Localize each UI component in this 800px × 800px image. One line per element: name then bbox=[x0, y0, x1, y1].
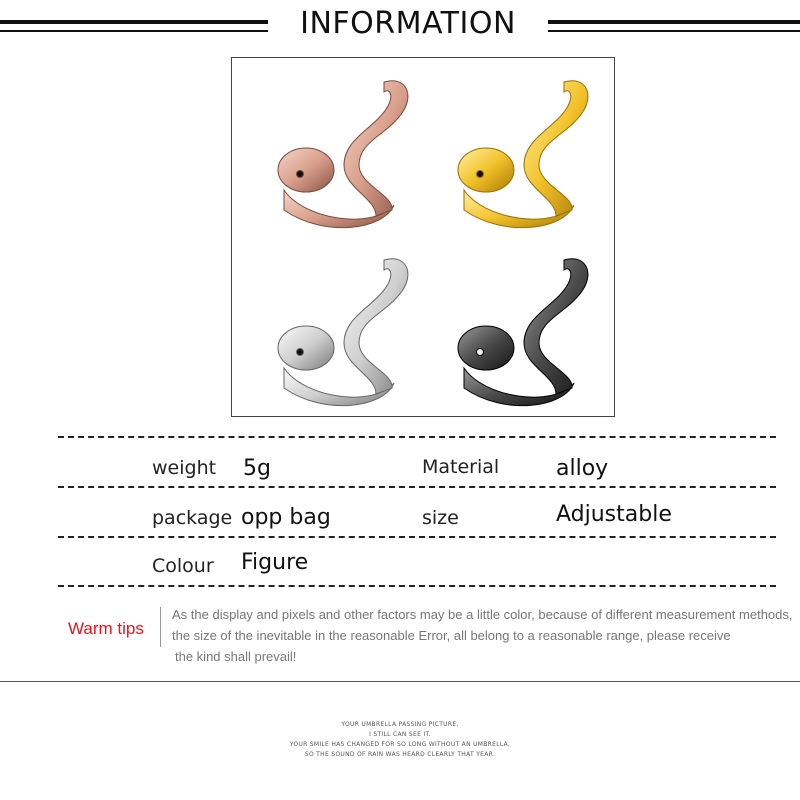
colour-label: Colour bbox=[152, 555, 214, 577]
warm-tips-line-2: the size of the inevitable in the reasonable Error, all belong to a reasonable range, please receive bbox=[172, 628, 731, 643]
page-title: INFORMATION bbox=[300, 6, 516, 41]
section-rule bbox=[0, 681, 800, 682]
size-label: size bbox=[422, 507, 459, 529]
divider bbox=[58, 486, 776, 488]
rose-gold-ring-image bbox=[278, 81, 408, 228]
divider bbox=[58, 536, 776, 538]
weight-value: 5g bbox=[243, 456, 271, 481]
package-label: package bbox=[152, 507, 233, 529]
divider bbox=[58, 585, 776, 587]
footer-verse bbox=[0, 720, 800, 760]
product-photo bbox=[231, 57, 615, 417]
footer-line-1: YOUR UMBRELLA PASSING PICTURE, bbox=[341, 721, 459, 728]
gold-ring-image bbox=[458, 81, 588, 228]
warm-tips-label: Warm tips bbox=[68, 619, 144, 638]
footer-line-2: I STILL CAN SEE IT. bbox=[369, 731, 431, 738]
material-label: Material bbox=[422, 456, 500, 478]
footer-line-4: SO THE SOUND OF RAIN WAS HEARD CLEARLY THAT YEAR. bbox=[304, 751, 496, 758]
warm-tips-line-1: As the display and pixels and other factors may be a little color, because of different measurement methods, bbox=[172, 607, 793, 622]
weight-label: weight bbox=[152, 457, 217, 479]
header-rule-left bbox=[0, 20, 268, 32]
material-value: alloy bbox=[556, 456, 609, 481]
warm-tips-line-3: the kind shall prevail! bbox=[175, 649, 297, 664]
colour-value: Figure bbox=[241, 550, 309, 575]
silver-ring-image bbox=[278, 259, 408, 406]
package-value: opp bag bbox=[241, 505, 331, 530]
divider bbox=[58, 436, 776, 438]
size-value: Adjustable bbox=[556, 502, 672, 527]
header-rule-right bbox=[548, 20, 800, 32]
rings-illustration bbox=[232, 58, 616, 418]
footer-line-3: YOUR SMILE HAS CHANGED FOR SO LONG WITHOUT AN UMBRELLA, bbox=[289, 741, 511, 748]
warm-tips-divider bbox=[160, 607, 161, 647]
black-ring-image bbox=[458, 259, 588, 406]
